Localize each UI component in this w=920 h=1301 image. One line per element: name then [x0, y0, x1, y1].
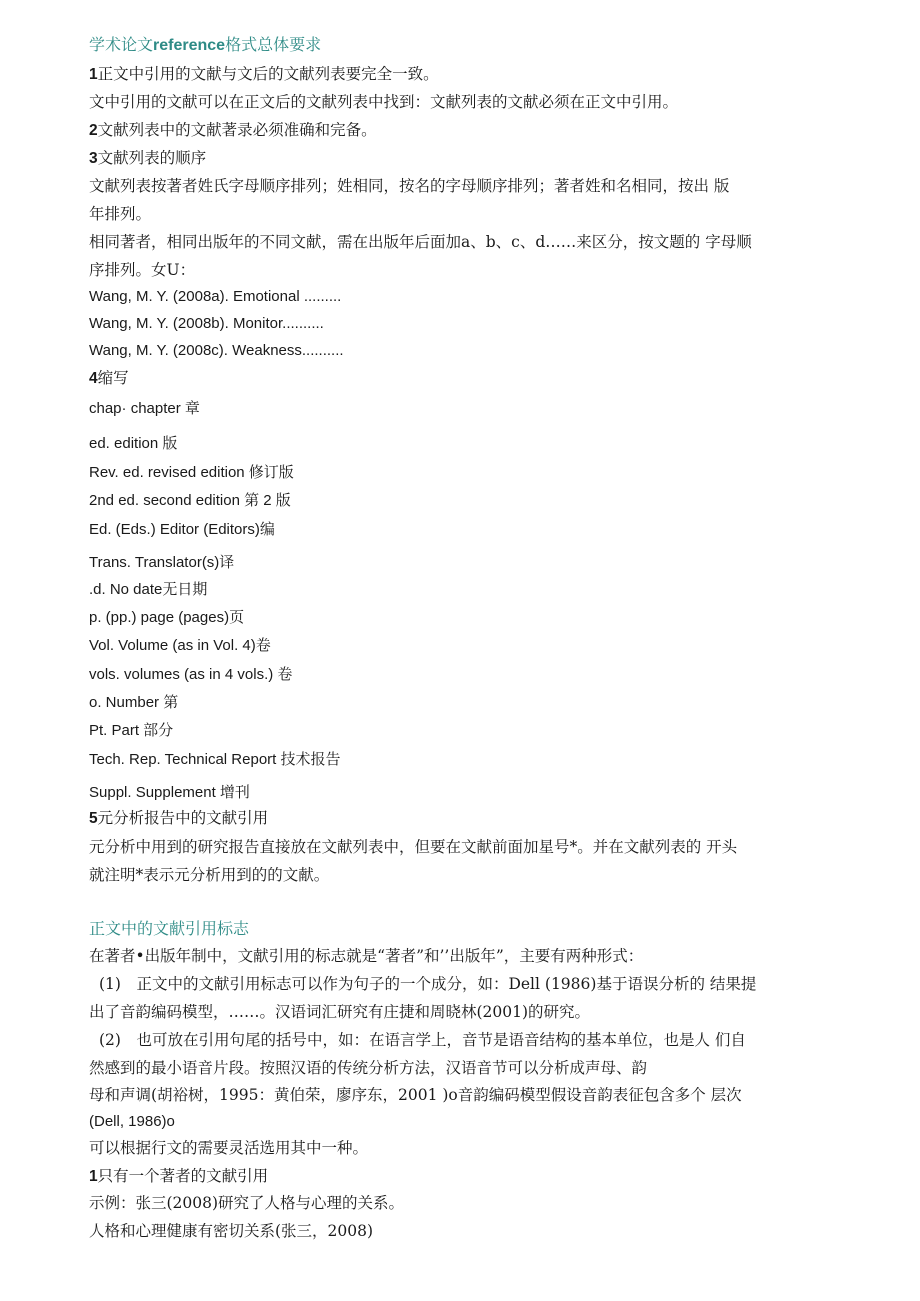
abbreviation-item: Pt. Part 部分: [89, 722, 174, 739]
rule-number: 5: [89, 810, 98, 827]
rule-text: 只有一个著者的文献引用: [97, 1167, 269, 1185]
abbreviation-item: Trans. Translator(s)译: [89, 554, 235, 571]
rule-text: 正文中引用的文献与文后的文献列表要完全一致。: [97, 65, 439, 83]
rule-citation-1: [89, 1165, 268, 1188]
paragraph-line: 相同著者，相同出版年的不同文献，需在出版年后面加a、b、c、d……来区分，按文题的 字母顺: [89, 233, 752, 251]
abbreviation-item: Tech. Rep. Technical Report 技术报告: [89, 751, 341, 768]
example-reference: Wang, M. Y. (2008c). Weakness..........: [89, 342, 344, 359]
paragraph-line: 然感到的最小语音片段。按照汉语的传统分析方法，汉语音节可以分析成声母、韵: [89, 1059, 648, 1077]
paragraph-line: (1) 正文中的文献引用标志可以作为句子的一个成分，如：Dell (1986)基于语误分析的 结果提: [99, 975, 757, 993]
rule-number: 1: [89, 66, 98, 83]
rule-text: 元分析报告中的文献引用: [97, 809, 269, 827]
paragraph-line: 母和声调(胡裕树，1995：黄伯荣，廖序东，2001 )o音韵编码模型假设音韵表征包含多个 层次: [89, 1086, 742, 1104]
paragraph-line: 人格和心理健康有密切关系(张三，2008): [89, 1222, 374, 1240]
paragraph-line: 文中引用的文献可以在正文后的文献列表中找到：文献列表的文献必须在正文中引用。: [89, 93, 679, 111]
abbreviation-item: ed. edition 版: [89, 435, 178, 452]
rule-number: 4: [89, 370, 98, 387]
abbreviation-item: Vol. Volume (as in Vol. 4)卷: [89, 637, 271, 654]
abbreviation-item: Rev. ed. revised edition 修订版: [89, 464, 294, 481]
rule-2: [89, 119, 377, 142]
abbreviation-item: Ed. (Eds.) Editor (Editors)编: [89, 521, 275, 538]
rule-number: 3: [89, 150, 98, 167]
paragraph-line: 序排列。女U：: [89, 261, 196, 279]
paragraph-line: 文献列表按著者姓氏字母顺序排列；姓相同，按名的字母顺序排列；著者姓和名相同，按出 版: [89, 177, 730, 195]
title-part-3: 格式总体要求: [225, 35, 322, 54]
abbreviation-item: chap· chapter 章: [89, 400, 200, 417]
section-heading: 正文中的文献引用标志: [89, 919, 250, 938]
paragraph-line: 年排列。: [89, 205, 152, 223]
paragraph-line: (Dell, 1986)o: [89, 1113, 175, 1130]
abbreviation-item: Suppl. Supplement 增刊: [89, 784, 250, 801]
paragraph-line: 在著者•出版年制中，文献引用的标志就是“著者”和’’出版年”，主要有两种形式：: [89, 947, 644, 965]
example-reference: Wang, M. Y. (2008a). Emotional .........: [89, 288, 342, 305]
paragraph-line: 出了音韵编码模型，……。汉语词汇研究有庄捷和周晓林(2001)的研究。: [89, 1003, 591, 1021]
paragraph-line: (2) 也可放在引用句尾的括号中，如：在语言学上，音节是语音结构的基本单位，也是人 们自: [99, 1031, 746, 1049]
rule-text: 文献列表中的文献著录必须准确和完备。: [97, 121, 377, 139]
paragraph-line: 示例：张三(2008)研究了人格与心理的关系。: [89, 1194, 405, 1212]
abbreviation-item: o. Number 第: [89, 694, 179, 711]
rule-text: 缩写: [97, 369, 129, 387]
abbreviation-item: p. (pp.) page (pages)页: [89, 609, 245, 626]
rule-4: [89, 367, 129, 390]
abbreviation-item: .d. No date无日期: [89, 581, 208, 598]
title-part-2: reference: [153, 37, 226, 54]
rule-number: 1: [89, 1168, 98, 1185]
abbreviation-item: vols. volumes (as in 4 vols.) 卷: [89, 666, 293, 683]
rule-1: [89, 63, 439, 86]
rule-3: [89, 147, 206, 170]
abbreviation-item: 2nd ed. second edition 第 2 版: [89, 492, 291, 509]
example-reference: Wang, M. Y. (2008b). Monitor..........: [89, 315, 324, 332]
paragraph-line: 可以根据行文的需要灵活选用其中一种。: [89, 1139, 369, 1157]
paragraph-line: 元分析中用到的研究报告直接放在文献列表中，但要在文献前面加星号*。并在文献列表的 开头: [89, 838, 738, 856]
document-title: [89, 34, 321, 57]
rule-number: 2: [89, 122, 98, 139]
title-part-1: 学术论文: [89, 35, 154, 54]
paragraph-line: 就注明*表示元分析用到的的文献。: [89, 866, 330, 884]
rule-text: 文献列表的顺序: [97, 149, 207, 167]
rule-5: [89, 807, 268, 830]
